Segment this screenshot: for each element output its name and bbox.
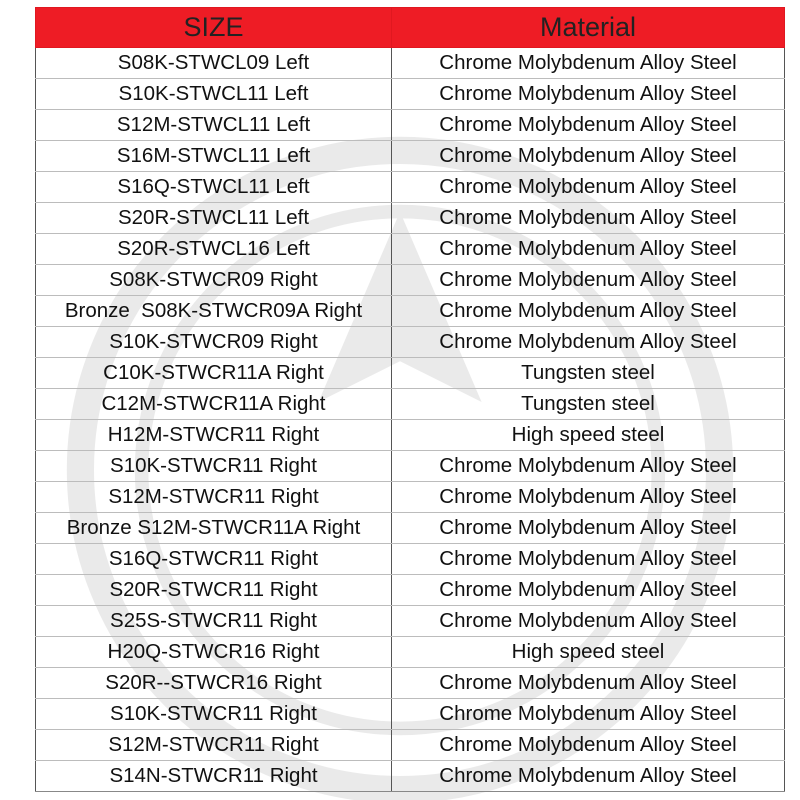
size-cell: S16M-STWCL11 Left (36, 141, 392, 172)
table-row (36, 141, 785, 172)
table-row (36, 668, 785, 699)
table-row (36, 296, 785, 327)
material-cell: Chrome Molybdenum Alloy Steel (392, 606, 785, 637)
table-row (36, 234, 785, 265)
material-cell: Chrome Molybdenum Alloy Steel (392, 48, 785, 79)
material-column-header: Material (392, 8, 785, 48)
material-cell: Chrome Molybdenum Alloy Steel (392, 575, 785, 606)
table-row (36, 575, 785, 606)
table-row (36, 637, 785, 668)
material-cell: Chrome Molybdenum Alloy Steel (392, 513, 785, 544)
material-cell: Chrome Molybdenum Alloy Steel (392, 79, 785, 110)
size-cell: S12M-STWCR11 Right (36, 482, 392, 513)
material-cell: Chrome Molybdenum Alloy Steel (392, 544, 785, 575)
material-cell: Tungsten steel (392, 389, 785, 420)
material-cell: Chrome Molybdenum Alloy Steel (392, 761, 785, 792)
size-cell: S20R-STWCL11 Left (36, 203, 392, 234)
material-cell: Tungsten steel (392, 358, 785, 389)
size-cell: S20R-STWCL16 Left (36, 234, 392, 265)
material-cell: Chrome Molybdenum Alloy Steel (392, 110, 785, 141)
material-cell: Chrome Molybdenum Alloy Steel (392, 699, 785, 730)
size-cell: Bronze S12M-STWCR11A Right (36, 513, 392, 544)
material-cell: Chrome Molybdenum Alloy Steel (392, 730, 785, 761)
size-cell: S25S-STWCR11 Right (36, 606, 392, 637)
material-cell: Chrome Molybdenum Alloy Steel (392, 451, 785, 482)
table-row (36, 48, 785, 79)
size-cell: S20R-STWCR11 Right (36, 575, 392, 606)
size-cell: S16Q-STWCR11 Right (36, 544, 392, 575)
table-row (36, 358, 785, 389)
material-cell: Chrome Molybdenum Alloy Steel (392, 668, 785, 699)
table-row (36, 389, 785, 420)
table-row (36, 79, 785, 110)
size-cell: S12M-STWCL11 Left (36, 110, 392, 141)
size-cell: H12M-STWCR11 Right (36, 420, 392, 451)
table-row (36, 606, 785, 637)
material-cell: Chrome Molybdenum Alloy Steel (392, 327, 785, 358)
size-cell: C12M-STWCR11A Right (36, 389, 392, 420)
size-column-header: SIZE (36, 8, 392, 48)
material-cell: Chrome Molybdenum Alloy Steel (392, 482, 785, 513)
material-cell: High speed steel (392, 420, 785, 451)
material-cell: Chrome Molybdenum Alloy Steel (392, 141, 785, 172)
size-material-table (35, 7, 785, 792)
size-cell: S14N-STWCR11 Right (36, 761, 392, 792)
material-cell: Chrome Molybdenum Alloy Steel (392, 265, 785, 296)
size-cell: C10K-STWCR11A Right (36, 358, 392, 389)
size-cell: S08K-STWCL09 Left (36, 48, 392, 79)
table-row (36, 482, 785, 513)
material-cell: Chrome Molybdenum Alloy Steel (392, 234, 785, 265)
material-cell: Chrome Molybdenum Alloy Steel (392, 172, 785, 203)
table-row (36, 172, 785, 203)
size-cell: S10K-STWCR11 Right (36, 699, 392, 730)
size-cell: S20R--STWCR16 Right (36, 668, 392, 699)
table-row (36, 203, 785, 234)
material-cell: Chrome Molybdenum Alloy Steel (392, 203, 785, 234)
table-row (36, 761, 785, 792)
material-cell: Chrome Molybdenum Alloy Steel (392, 296, 785, 327)
size-cell: S16Q-STWCL11 Left (36, 172, 392, 203)
table-row (36, 513, 785, 544)
table-row (36, 699, 785, 730)
table-row (36, 420, 785, 451)
size-cell: S10K-STWCR09 Right (36, 327, 392, 358)
size-cell: S10K-STWCL11 Left (36, 79, 392, 110)
table-row (36, 265, 785, 296)
table-header-row (36, 8, 785, 48)
table-row (36, 544, 785, 575)
size-cell: Bronze S08K-STWCR09A Right (36, 296, 392, 327)
size-cell: S10K-STWCR11 Right (36, 451, 392, 482)
size-cell: S12M-STWCR11 Right (36, 730, 392, 761)
table-row (36, 110, 785, 141)
size-cell: S08K-STWCR09 Right (36, 265, 392, 296)
table-body (36, 48, 785, 792)
table-row (36, 327, 785, 358)
size-cell: H20Q-STWCR16 Right (36, 637, 392, 668)
material-cell: High speed steel (392, 637, 785, 668)
table-row (36, 451, 785, 482)
table-row (36, 730, 785, 761)
